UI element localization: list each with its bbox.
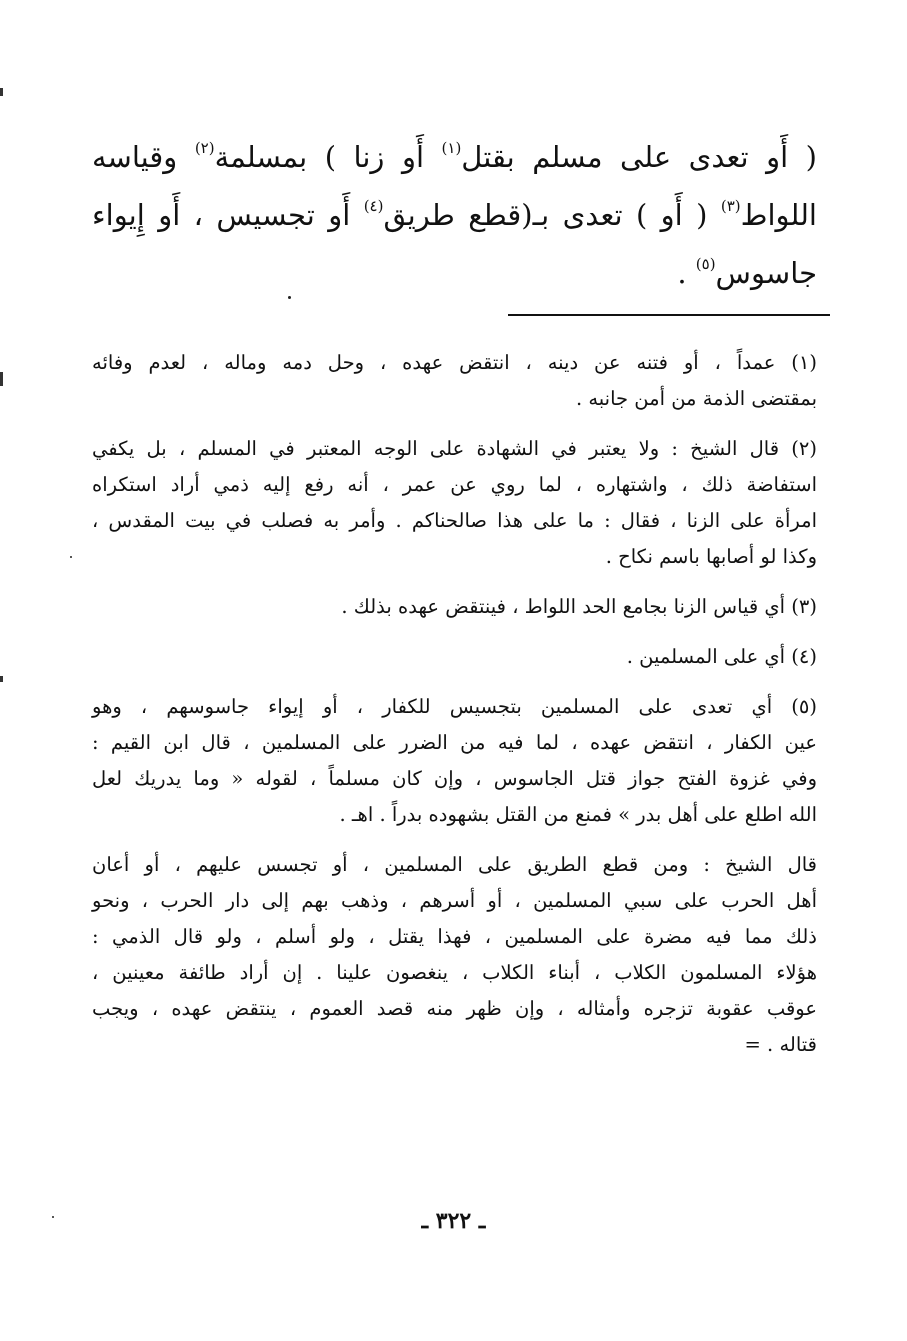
- footnote-marker: (٥): [695, 255, 716, 273]
- footnote-5: [92, 689, 817, 833]
- footnote-line: امرأة على الزنا ، فقال : ما على هذا صالحناكم . وأمر به فصلب في بيت المقدس ،: [92, 509, 817, 532]
- main-text-line: اللواط$^{(٣)}$ ( أَو ) تعدى بـ(قطع طريق$^{(٤)}$ أَو تجسيس ، أَو إِيواء: [92, 197, 817, 232]
- main-text: [92, 128, 817, 302]
- footnote-line: (٤) أي على المسلمين .: [626, 645, 817, 668]
- scan-edge-mark: [0, 372, 3, 386]
- footnote-line: قتاله . =: [744, 1033, 817, 1056]
- footnote-marker: (٣): [720, 197, 741, 215]
- footnote-line: أهل الحرب على سبي المسلمين ، أو أسرهم ، وذهب بهم إلى دار الحرب ، ونحو: [92, 889, 817, 912]
- footnote-line: وفي غزوة الفتح جواز قتل الجاسوس ، وإن كان مسلماً ، لقوله « وما يدريك لعل: [92, 767, 817, 790]
- footnote-line: (٣) أي قياس الزنا بجامع الحد اللواط ، فينتقض عهده بذلك .: [341, 595, 817, 618]
- footnote-separator: [508, 314, 830, 316]
- footnote-marker: (١): [441, 139, 462, 157]
- scan-edge-mark: [0, 676, 3, 682]
- scan-speck: [70, 556, 72, 558]
- footnotes: [92, 345, 817, 1077]
- footnote-3: [92, 589, 817, 625]
- footnote-line: ذلك مما فيه مضرة على المسلمين ، فهذا يقتل ، ولو أسلم ، ولو قال الذمي :: [92, 925, 817, 948]
- footnote-1: [92, 345, 817, 417]
- footnote-line: عين الكفار ، انتقض عهده ، لما فيه من الضرر على المسلمين ، قال ابن القيم :: [92, 731, 817, 754]
- footnote-4: [92, 639, 817, 675]
- footnote-line: هؤلاء المسلمون الكلاب ، أبناء الكلاب ، ينغصون علينا . إن أراد طائفة معينين ،: [92, 961, 817, 984]
- footnote-line: عوقب عقوبة تزجره وأمثاله ، وإن ظهر منه قصد العموم ، ينتقض عهده ، ويجب: [92, 997, 817, 1020]
- footnote-line: (١) عمداً ، أو فتنه عن دينه ، انتقض عهده ، وحل دمه وماله ، لعدم وفائه: [92, 351, 817, 374]
- main-text-line: جاسوس$^{(٥)}$ .: [677, 255, 817, 290]
- footnote-line: استفاضة ذلك ، واشتهاره ، لما روي عن عمر ، أنه رفع إليه ذمي أراد استكراه: [92, 473, 817, 496]
- footnote-2: [92, 431, 817, 575]
- footnote-marker: (٢): [194, 139, 215, 157]
- footnote-marker: (٤): [363, 197, 384, 215]
- main-text-line: ( أَو تعدى على مسلم بقتل$^{(١)}$ أَو زنا ) بمسلمة$^{(٢)}$ وقياسه: [92, 139, 817, 174]
- footnote-line: بمقتضى الذمة من أمن جانبه .: [575, 387, 817, 410]
- footnote-line: (٢) قال الشيخ : ولا يعتبر في الشهادة على الوجه المعتبر في المسلم ، بل يكفي: [92, 437, 817, 460]
- page-number: ـ ٣٢٢ ـ: [421, 1208, 486, 1234]
- footnote-line: (٥) أي تعدى على المسلمين بتجسيس للكفار ، أو إيواء جاسوسهم ، وهو: [92, 695, 817, 718]
- footnote-line: وكذا لو أصابها باسم نكاح .: [605, 545, 817, 568]
- footnote-line: الله اطلع على أهل بدر » فمنع من القتل بشهوده بدراً . اهـ .: [339, 803, 817, 826]
- footnote-line: قال الشيخ : ومن قطع الطريق على المسلمين ، أو تجسس عليهم ، أو أعان: [92, 853, 817, 876]
- footnote-5-continuation: [92, 847, 817, 1063]
- scan-edge-mark: [0, 88, 3, 96]
